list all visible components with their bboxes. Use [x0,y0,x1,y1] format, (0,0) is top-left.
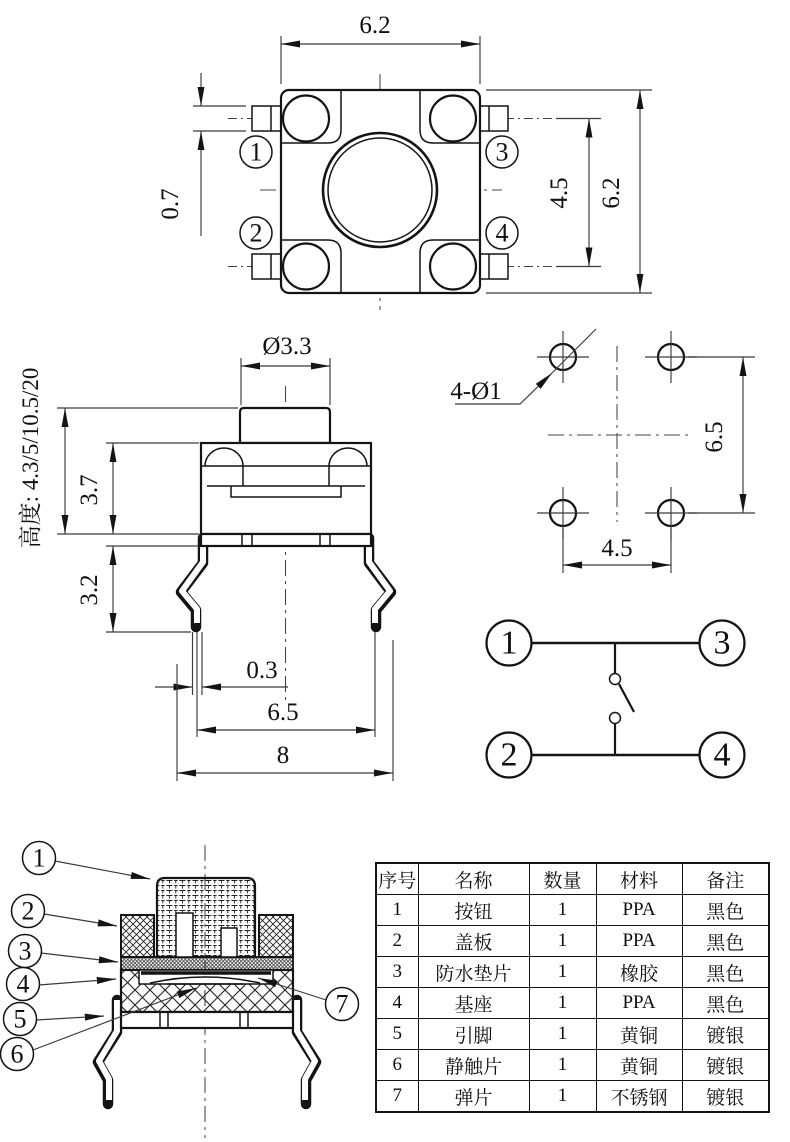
pcb-layout [450,329,755,573]
lead-bottom-left [252,254,281,279]
bom-cell-index: 5 [376,1019,418,1050]
leader-4 [39,979,116,985]
bom-cell-qty: 1 [529,1050,596,1081]
lead-bottom-right [480,254,508,279]
contact-bottom [610,713,621,724]
bom-cell-remark: 黑色 [682,988,769,1019]
leader-5 [36,1016,104,1020]
switch-blade [619,684,634,712]
bom-header-index: 序号 [376,863,418,895]
bom-header-material: 材料 [596,863,682,895]
dim-leg-length: 3.2 [76,574,103,606]
height-label: 高度: 4.3/5/10.5/20 [18,367,43,549]
callout-3: 3 [18,936,32,966]
lead-top-right [480,106,508,131]
pin-number-2: 2 [249,218,263,248]
callout-7: 7 [335,989,349,1019]
bom-cell-name: 盖板 [418,926,529,957]
lead-top-left [252,106,281,131]
base-band [201,534,371,546]
dim-lead-width: 0.3 [246,657,278,684]
bom-row [376,1050,769,1081]
dim-total-width: 8 [276,742,290,769]
bom-row [376,1019,769,1050]
schematic-pin-2: 2 [500,736,518,774]
dim-body-height: 3.7 [76,474,103,506]
base-band [121,1012,293,1028]
waterproof-gasket-section [121,957,293,970]
bom-header-row [376,863,769,895]
bom-cell-material: 黄铜 [596,1019,682,1050]
bom-cell-index: 6 [376,1050,418,1081]
pin-number-3: 3 [495,137,509,167]
holes-label: 4-Ø1 [450,378,502,405]
dim-horizontal-pitch: 4.5 [601,535,633,562]
callout-6: 6 [10,1039,24,1069]
callout-4: 4 [16,969,30,999]
cover-section-left [121,915,154,957]
bom-row [376,926,769,957]
pin-number-1: 1 [249,137,263,167]
bom-cell-remark: 黑色 [682,895,769,926]
schematic-pin-4: 4 [713,736,731,774]
bom-cell-name: 弹片 [418,1081,529,1113]
dim-vertical-pitch: 6.5 [701,421,728,453]
callout-5: 5 [13,1004,27,1034]
bom-cell-index: 3 [376,957,418,988]
circuit-schematic [487,621,745,778]
bom-cell-name: 按钮 [418,895,529,926]
leader-1 [55,861,150,879]
contact-top [610,674,621,685]
bom-cell-index: 2 [376,926,418,957]
side-view [18,333,393,781]
dim-lead-span: 6.5 [267,699,299,726]
bom-cell-material: PPA [596,926,682,957]
bom-cell-index: 4 [376,988,418,1019]
bom-cell-qty: 1 [529,957,596,988]
cover-section-right [259,915,293,957]
button-section [157,878,255,957]
bom-cell-name: 静触片 [418,1050,529,1081]
bom-cell-qty: 1 [529,895,596,926]
bom-cell-material: 不锈钢 [596,1081,682,1113]
bom-cell-remark: 黑色 [682,957,769,988]
dim-pin-row-spacing: 4.5 [546,177,573,209]
bom-row [376,988,769,1019]
callout-1: 1 [32,843,46,873]
bom-row [376,1081,769,1113]
bom-cell-qty: 1 [529,926,596,957]
button-notch-left [176,913,193,957]
button-notch-right [221,928,237,957]
bom-cell-material: PPA [596,988,682,1019]
bom-table-wrapper [375,862,770,1113]
bom-cell-name: 基座 [418,988,529,1019]
bom-header-remark: 备注 [682,863,769,895]
bom-cell-qty: 1 [529,988,596,1019]
bom-row [376,895,769,926]
bom-table [375,862,770,1113]
bom-cell-name: 防水垫片 [418,957,529,988]
bom-cell-remark: 镀银 [682,1050,769,1081]
bom-cell-material: 黄铜 [596,1050,682,1081]
leader-2 [44,914,117,926]
dim-lead-thickness: 0.7 [157,188,184,220]
bom-cell-remark: 镀银 [682,1019,769,1050]
bom-cell-qty: 1 [529,1081,596,1113]
top-view [157,12,652,310]
bom-cell-index: 1 [376,895,418,926]
dim-width-top: 6.2 [359,12,391,39]
bom-cell-material: PPA [596,895,682,926]
bom-cell-name: 引脚 [418,1019,529,1050]
bom-row [376,957,769,988]
bom-header-name: 名称 [418,863,529,895]
bom-cell-index: 7 [376,1081,418,1113]
switch-body [201,443,371,534]
dim-height-right: 6.2 [598,177,625,209]
bom-cell-remark: 黑色 [682,926,769,957]
switch-body-outline [281,90,480,293]
schematic-pin-1: 1 [500,624,518,662]
dim-button-dia: Ø3.3 [262,333,312,360]
bom-cell-qty: 1 [529,1019,596,1050]
schematic-pin-3: 3 [713,624,731,662]
callout-2: 2 [21,896,35,926]
button-stem [240,408,330,443]
holes-leader-tail [552,329,596,373]
leader-3 [41,953,118,962]
cross-section [1,842,359,1139]
pin-number-4: 4 [495,218,509,248]
bom-cell-material: 橡胶 [596,957,682,988]
bom-cell-remark: 镀银 [682,1081,769,1113]
bom-header-qty: 数量 [529,863,596,895]
